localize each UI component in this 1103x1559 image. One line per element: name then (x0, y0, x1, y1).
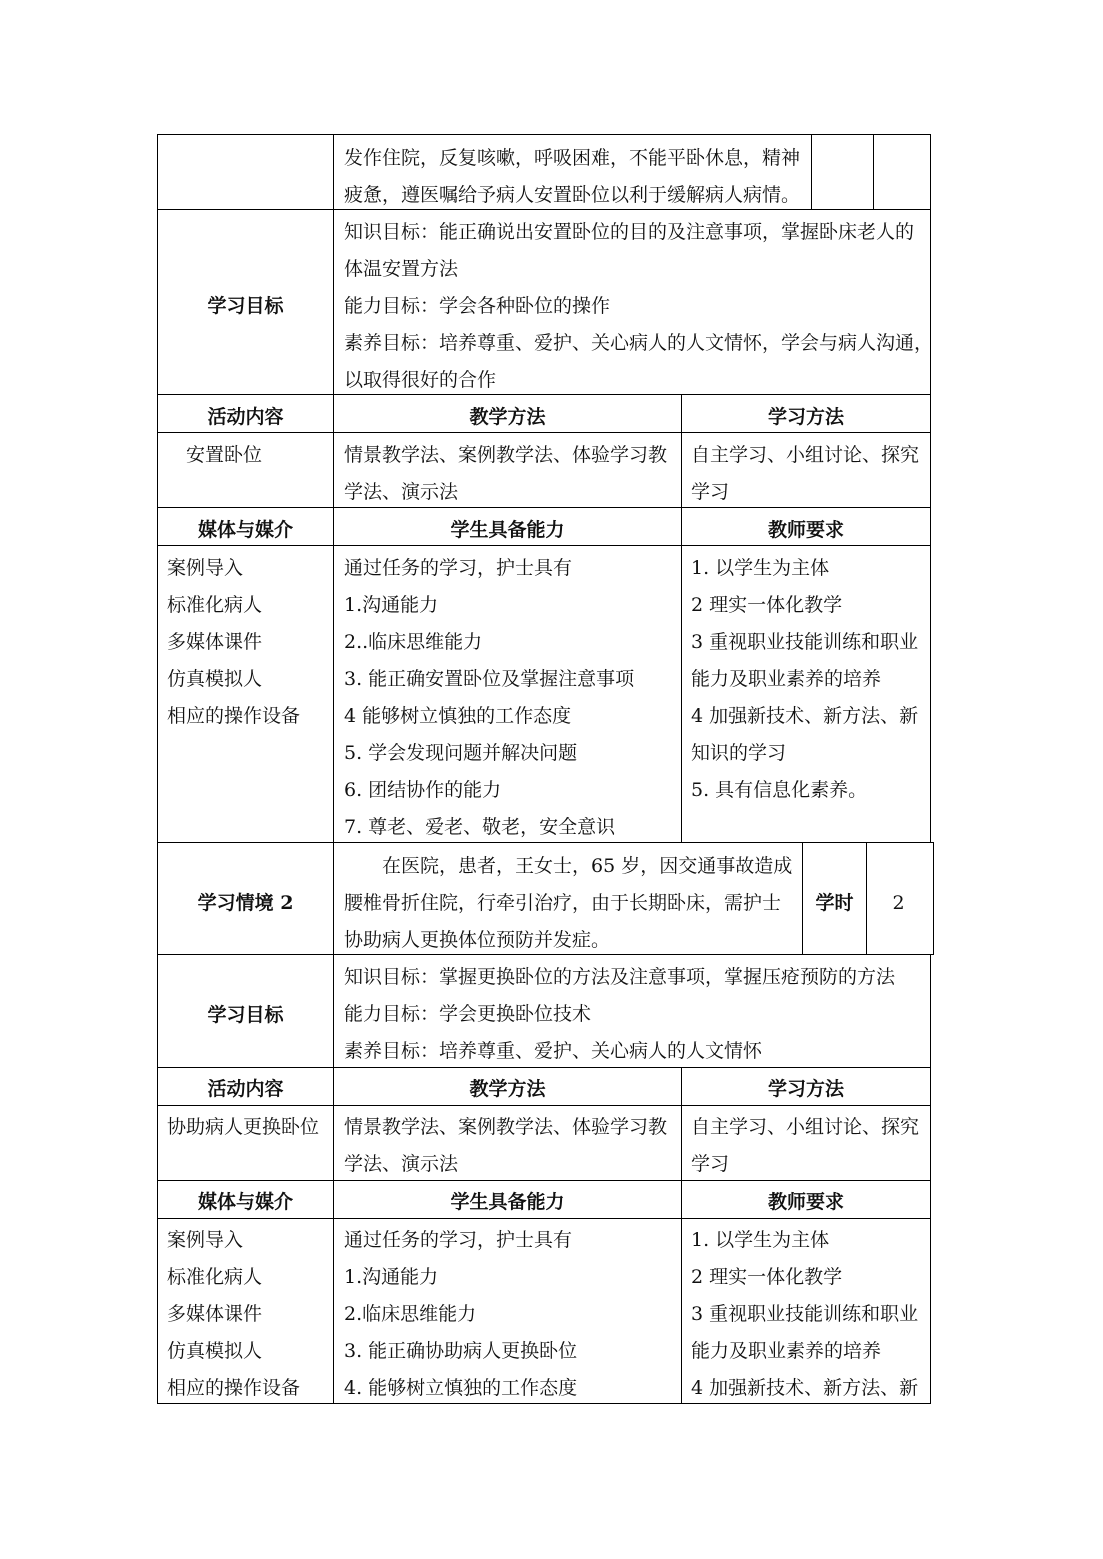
header-teach-method: 教学方法 (469, 406, 546, 428)
req-item: 1. 以学生为主体 (691, 557, 830, 579)
goal-line: 知识目标：掌握更换卧位的方法及注意事项，掌握压疮预防的方法 (344, 966, 896, 988)
situation-line: 腰椎骨折住院，行牵引治疗，由于长期卧床，需护士 (344, 892, 782, 914)
hours-value: 2 (892, 892, 905, 914)
goal-line: 以取得很好的合作 (344, 369, 497, 391)
goal-label: 学习目标 (207, 1004, 284, 1026)
goal-line: 素养目标：培养尊重、爱护、关心病人的人文情怀 (344, 1040, 763, 1062)
goal-label: 学习目标 (207, 295, 284, 317)
media-item: 相应的操作设备 (167, 1377, 301, 1399)
goal-line: 素养目标：培养尊重、爱护、关心病人的人文情怀，学会与病人沟通， (344, 332, 934, 354)
req-item: 能力及职业素养的培养 (691, 1340, 882, 1362)
header-ability: 学生具备能力 (450, 1191, 565, 1213)
header-ability: 学生具备能力 (450, 519, 565, 541)
media-item: 仿真模拟人 (167, 668, 263, 690)
learn-line: 学习 (691, 1153, 730, 1175)
table-cell (157, 134, 334, 210)
ability-item: 7. 尊老、爱老、敬老，安全意识 (344, 816, 616, 838)
goal-line: 知识目标：能正确说出安置卧位的目的及注意事项，掌握卧床老人的 (344, 221, 915, 243)
header-teacher-req: 教师要求 (767, 1191, 844, 1213)
ability-item: 2.临床思维能力 (344, 1303, 477, 1325)
media-item: 多媒体课件 (167, 1303, 263, 1325)
goal-line: 能力目标：学会各种卧位的操作 (344, 295, 611, 317)
teach-line: 情景教学法、案例教学法、体验学习教 (344, 444, 668, 466)
case-text-line: 发作住院，反复咳嗽，呼吸困难，不能平卧休息，精神 (344, 147, 801, 169)
ability-item: 4. 能够树立慎独的工作态度 (344, 1377, 578, 1399)
req-item: 3 重视职业技能训练和职业 (691, 1303, 919, 1325)
situation-line: 在医院，患者，王女士，65 岁，因交通事故造成 (382, 855, 793, 877)
header-activity: 活动内容 (207, 1078, 284, 1100)
ability-item: 6. 团结协作的能力 (344, 779, 502, 801)
activity-text: 协助病人更换卧位 (167, 1116, 320, 1138)
media-item: 标准化病人 (167, 1266, 263, 1288)
media-item: 标准化病人 (167, 594, 263, 616)
ability-item: 5. 学会发现问题并解决问题 (344, 742, 578, 764)
ability-item: 4 能够树立慎独的工作态度 (344, 705, 572, 727)
ability-item: 3. 能正确协助病人更换卧位 (344, 1340, 578, 1362)
teach-line: 情景教学法、案例教学法、体验学习教 (344, 1116, 668, 1138)
teach-line: 学法、演示法 (344, 1153, 459, 1175)
situation-line: 协助病人更换体位预防并发症。 (344, 929, 611, 951)
header-learn-method: 学习方法 (767, 406, 844, 428)
media-item: 案例导入 (167, 557, 244, 579)
learn-line: 自主学习、小组讨论、探究 (691, 1116, 920, 1138)
media-item: 相应的操作设备 (167, 705, 301, 727)
header-media: 媒体与媒介 (197, 1191, 293, 1213)
table-cell (873, 134, 931, 210)
case-text-line: 疲惫，遵医嘱给予病人安置卧位以利于缓解病人病情。 (344, 184, 801, 206)
ability-item: 通过任务的学习，护士具有 (344, 1229, 573, 1251)
header-activity: 活动内容 (207, 406, 284, 428)
ability-item: 通过任务的学习，护士具有 (344, 557, 573, 579)
learn-line: 自主学习、小组讨论、探究 (691, 444, 920, 466)
header-teacher-req: 教师要求 (767, 519, 844, 541)
media-item: 案例导入 (167, 1229, 244, 1251)
req-item: 2 理实一体化教学 (691, 1266, 843, 1288)
header-media: 媒体与媒介 (197, 519, 293, 541)
req-item: 4 加强新技术、新方法、新 (691, 705, 919, 727)
table-cell (811, 134, 874, 210)
ability-item: 2..临床思维能力 (344, 631, 483, 653)
goal-line: 体温安置方法 (344, 258, 459, 280)
situation-label: 学习情境 2 (197, 892, 294, 914)
req-item: 知识的学习 (691, 742, 787, 764)
media-item: 仿真模拟人 (167, 1340, 263, 1362)
teach-line: 学法、演示法 (344, 481, 459, 503)
req-item: 1. 以学生为主体 (691, 1229, 830, 1251)
media-item: 多媒体课件 (167, 631, 263, 653)
activity-text: 安置卧位 (186, 444, 263, 466)
ability-item: 3. 能正确安置卧位及掌握注意事项 (344, 668, 635, 690)
req-item: 3 重视职业技能训练和职业 (691, 631, 919, 653)
req-item: 2 理实一体化教学 (691, 594, 843, 616)
goal-line: 能力目标：学会更换卧位技术 (344, 1003, 592, 1025)
ability-item: 1.沟通能力 (344, 594, 439, 616)
req-item: 能力及职业素养的培养 (691, 668, 882, 690)
req-item: 5. 具有信息化素养。 (691, 779, 868, 801)
hours-label: 学时 (815, 892, 854, 914)
req-item: 4 加强新技术、新方法、新 (691, 1377, 919, 1399)
header-teach-method: 教学方法 (469, 1078, 546, 1100)
header-learn-method: 学习方法 (767, 1078, 844, 1100)
ability-item: 1.沟通能力 (344, 1266, 439, 1288)
learn-line: 学习 (691, 481, 730, 503)
